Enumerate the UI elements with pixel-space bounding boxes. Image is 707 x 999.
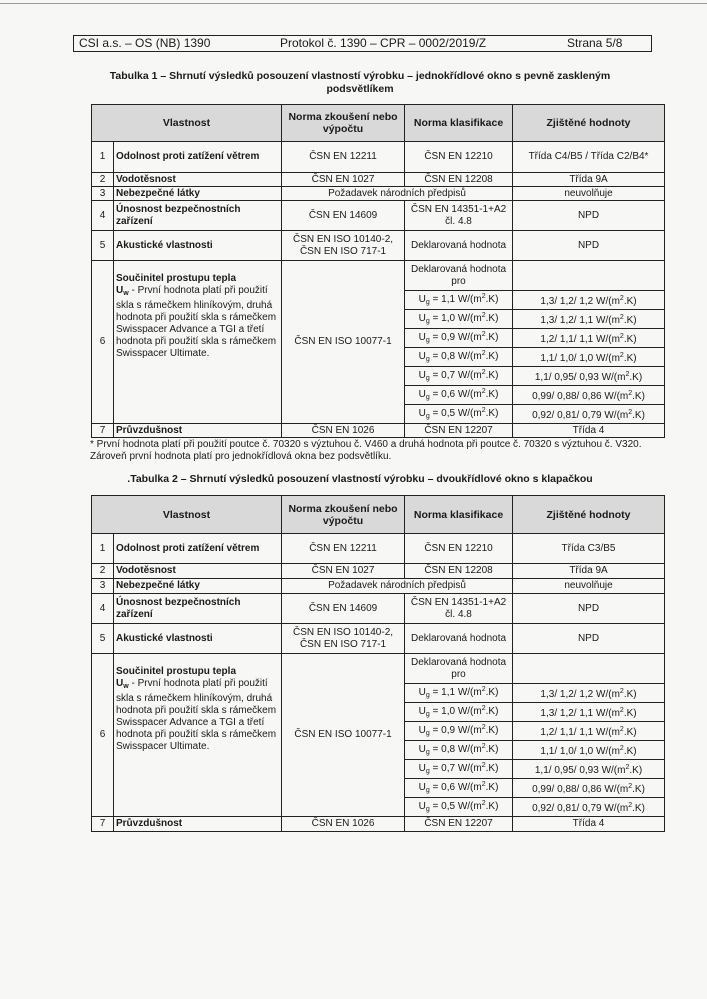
row-number: 7 xyxy=(92,817,114,832)
row-number: 5 xyxy=(92,624,114,654)
table2 xyxy=(91,495,665,832)
ug-subscript: g xyxy=(425,787,430,794)
declared-label: Deklarovaná hodnota pro xyxy=(405,654,513,684)
merged-standard-cell: Požadavek národních předpisů xyxy=(282,187,513,201)
test-standard-cell: ČSN EN 1027 xyxy=(282,564,405,579)
unit-sup: 2 xyxy=(481,781,486,788)
uw-value: 1,1/ 0,95/ 0,93 W/(m xyxy=(534,371,626,383)
class-standard-cell: ČSN EN 12208 xyxy=(405,173,513,187)
ug-subscript: g xyxy=(425,375,430,382)
uw-value: 1,3/ 1,2/ 1,2 W/(m xyxy=(540,688,620,700)
test-standard-cell: ČSN EN 1027 xyxy=(282,173,405,187)
col-header-property: Vlastnost xyxy=(92,496,282,534)
uw-value: 1,3/ 1,2/ 1,1 W/(m xyxy=(540,314,620,326)
ug-symbol: U xyxy=(418,782,426,793)
unit-close: .K) xyxy=(623,745,637,757)
table-row xyxy=(92,201,665,231)
col-header-class-standard: Norma klasifikace xyxy=(405,105,513,142)
ug-subscript: g xyxy=(425,356,430,363)
class-standard-cell: Deklarovaná hodnota xyxy=(405,624,513,654)
value-cell: Třída 9A xyxy=(513,564,665,579)
thermal-description: - První hodnota platí při použití skla s rámečkem hliníkovým, druhá hodnota při použití skla s rámečkem Swisspacer Advance a TGI a třetí hodnota při použití skla s rámečkem Swisspacer Ultimate. xyxy=(116,678,277,752)
ug-subscript: g xyxy=(425,749,430,756)
ug-symbol: U xyxy=(418,725,426,736)
class-standard-cell: ČSN EN 12210 xyxy=(405,534,513,564)
thermal-heading: Součinitel prostupu tepla xyxy=(116,273,237,284)
uw-subscript: w xyxy=(123,290,129,297)
property-cell: Vodotěsnost xyxy=(114,173,282,187)
unit-sup: 2 xyxy=(619,744,624,752)
property-cell: Průvzdušnost xyxy=(114,424,282,438)
ug-value: = 1,0 W/(m xyxy=(432,706,482,717)
ug-subscript: g xyxy=(425,394,430,401)
uw-value: 0,99/ 0,88/ 0,86 W/(m xyxy=(532,390,629,402)
ug-subscript: g xyxy=(425,711,430,718)
row-number: 2 xyxy=(92,564,114,579)
ug-symbol: U xyxy=(418,408,426,419)
unit-sup: 2 xyxy=(481,724,486,731)
table-row xyxy=(92,261,665,291)
test-standard-cell: ČSN EN 12211 xyxy=(282,142,405,173)
ug-value: = 0,6 W/(m xyxy=(432,782,482,793)
ug-value: = 1,1 W/(m xyxy=(432,687,482,698)
ug-symbol: U xyxy=(418,294,426,305)
table-row xyxy=(92,534,665,564)
unit-sup: 2 xyxy=(481,312,486,319)
class-standard-cell: Deklarovaná hodnota xyxy=(405,231,513,261)
value-cell: NPD xyxy=(513,624,665,654)
unit-close: .K) xyxy=(632,802,645,814)
table-row xyxy=(92,594,665,624)
thermal-description: - První hodnota platí při použití skla s rámečkem hliníkovým, druhá hodnota při použití skla s rámečkem Swisspacer Advance a TGI a třetí hodnota při použití skla s rámečkem Swisspacer Ultimate. xyxy=(116,285,277,359)
ug-value: = 0,5 W/(m xyxy=(432,801,482,812)
table-row xyxy=(92,579,665,594)
page-header xyxy=(73,35,652,52)
unit-sup: 2 xyxy=(628,408,633,416)
unit-close: .K) xyxy=(485,744,499,755)
uw-subscript: w xyxy=(123,683,129,690)
value-cell: Třída C3/B5 xyxy=(513,534,665,564)
ug-value: = 0,5 W/(m xyxy=(432,408,482,419)
uw-value: 1,3/ 1,2/ 1,1 W/(m xyxy=(540,707,620,719)
top-rule xyxy=(0,3,707,4)
unit-close: .K) xyxy=(485,782,499,793)
ug-subscript: g xyxy=(425,806,430,813)
ug-symbol: U xyxy=(418,351,426,362)
unit-close: .K) xyxy=(632,409,645,421)
row-number: 4 xyxy=(92,201,114,231)
row-number: 7 xyxy=(92,424,114,438)
class-standard-cell: ČSN EN 12210 xyxy=(405,142,513,173)
table1 xyxy=(91,104,665,438)
ug-symbol: U xyxy=(418,687,426,698)
ug-subscript: g xyxy=(425,337,430,344)
ug-value: = 1,0 W/(m xyxy=(432,313,482,324)
uw-symbol: U xyxy=(116,285,124,296)
header-page: Strana 5/8 xyxy=(567,36,623,50)
unit-sup: 2 xyxy=(481,350,486,357)
table2-title: .Tabulka 2 – Shrnutí výsledků posouzení vlastností výrobku – dvoukřídlové okno s klapačkou xyxy=(127,473,593,485)
unit-close: .K) xyxy=(485,294,499,305)
unit-close: .K) xyxy=(485,351,499,362)
table-row xyxy=(92,187,665,201)
class-standard-cell: ČSN EN 12208 xyxy=(405,564,513,579)
unit-close: .K) xyxy=(623,688,637,700)
row-number: 6 xyxy=(92,261,114,424)
ug-symbol: U xyxy=(418,370,426,381)
unit-close: .K) xyxy=(485,801,499,812)
ug-symbol: U xyxy=(418,389,426,400)
table-row xyxy=(92,624,665,654)
test-standard-cell: ČSN EN 1026 xyxy=(282,817,405,832)
unit-sup: 2 xyxy=(481,705,486,712)
property-cell: Vodotěsnost xyxy=(114,564,282,579)
class-standard-cell: ČSN EN 14351-1+A2 čl. 4.8 xyxy=(405,201,513,231)
test-standard-cell: ČSN EN 12211 xyxy=(282,534,405,564)
unit-sup: 2 xyxy=(625,370,630,378)
unit-sup: 2 xyxy=(481,686,486,693)
table1-title: Tabulka 1 – Shrnutí výsledků posouzení vlastností výrobku – jednokřídlové okno s pevně zaskleným podsvětlíkem xyxy=(109,70,611,95)
ug-symbol: U xyxy=(418,801,426,812)
unit-close: .K) xyxy=(485,706,499,717)
unit-close: .K) xyxy=(623,726,637,738)
header-lab: CSI a.s. – OS (NB) 1390 xyxy=(79,36,211,50)
unit-sup: 2 xyxy=(628,782,633,790)
row-number: 1 xyxy=(92,142,114,173)
uw-value: 1,3/ 1,2/ 1,2 W/(m xyxy=(540,295,620,307)
unit-close: .K) xyxy=(632,390,645,402)
property-cell-thermal xyxy=(114,261,282,424)
row-number: 3 xyxy=(92,187,114,201)
unit-sup: 2 xyxy=(619,294,624,302)
unit-close: .K) xyxy=(623,333,637,345)
ug-value: = 0,8 W/(m xyxy=(432,351,482,362)
unit-sup: 2 xyxy=(481,743,486,750)
class-standard-cell: ČSN EN 12207 xyxy=(405,424,513,438)
uw-value: 0,92/ 0,81/ 0,79 W/(m xyxy=(532,409,629,421)
row-number: 5 xyxy=(92,231,114,261)
row-number: 6 xyxy=(92,654,114,817)
unit-sup: 2 xyxy=(481,331,486,338)
ug-value: = 0,7 W/(m xyxy=(432,370,482,381)
ug-symbol: U xyxy=(418,706,426,717)
unit-close: .K) xyxy=(623,314,637,326)
header-protocol: Protokol č. 1390 – CPR – 0002/2019/Z xyxy=(280,36,487,50)
table-row xyxy=(92,424,665,438)
uw-value: 1,2/ 1,1/ 1,1 W/(m xyxy=(540,726,620,738)
ug-subscript: g xyxy=(425,692,430,699)
table-row xyxy=(92,231,665,261)
ug-value: = 0,9 W/(m xyxy=(432,332,482,343)
unit-close: .K) xyxy=(485,687,499,698)
unit-sup: 2 xyxy=(625,763,630,771)
uw-symbol: U xyxy=(116,678,124,689)
unit-sup: 2 xyxy=(481,407,486,414)
ug-symbol: U xyxy=(418,332,426,343)
col-header-values: Zjištěné hodnoty xyxy=(513,105,665,142)
unit-close: .K) xyxy=(623,295,637,307)
col-header-test-standard: Norma zkoušení nebo výpočtu xyxy=(282,105,405,142)
property-cell: Průvzdušnost xyxy=(114,817,282,832)
row-number: 3 xyxy=(92,579,114,594)
unit-sup: 2 xyxy=(481,293,486,300)
declared-label: Deklarovaná hodnota pro xyxy=(405,261,513,291)
unit-close: .K) xyxy=(485,763,499,774)
property-cell: Nebezpečné látky xyxy=(114,579,282,594)
test-standard-cell: ČSN EN ISO 10077-1 xyxy=(282,654,405,817)
unit-sup: 2 xyxy=(619,687,624,695)
ug-subscript: g xyxy=(425,299,430,306)
uw-value: 1,1/ 0,95/ 0,93 W/(m xyxy=(534,764,626,776)
unit-sup: 2 xyxy=(481,369,486,376)
unit-sup: 2 xyxy=(619,725,624,733)
ug-symbol: U xyxy=(418,763,426,774)
value-cell: Třída C4/B5 / Třída C2/B4* xyxy=(513,142,665,173)
ug-value: = 0,8 W/(m xyxy=(432,744,482,755)
uw-value: 1,1/ 1,0/ 1,0 W/(m xyxy=(540,352,620,364)
uw-value: 0,92/ 0,81/ 0,79 W/(m xyxy=(532,802,629,814)
property-cell: Únosnost bezpečnostních zařízení xyxy=(114,594,282,624)
test-standard-cell: ČSN EN ISO 10140-2, ČSN EN ISO 717-1 xyxy=(282,231,405,261)
uw-value: 1,2/ 1,1/ 1,1 W/(m xyxy=(540,333,620,345)
unit-close: .K) xyxy=(485,332,499,343)
col-header-property: Vlastnost xyxy=(92,105,282,142)
property-cell: Akustické vlastnosti xyxy=(114,231,282,261)
unit-sup: 2 xyxy=(481,762,486,769)
uw-value: 0,99/ 0,88/ 0,86 W/(m xyxy=(532,783,629,795)
property-cell: Odolnost proti zatížení větrem xyxy=(114,142,282,173)
table1-footnote: * První hodnota platí při použití poutce č. 70320 s výztuhou č. V460 a druhá hodnota při poutce č. 70320 s výztuhou č. V320. Zároveň první hodnota platí pro jednokřídlová okna bez podsvětlíku. xyxy=(90,439,642,462)
unit-close: .K) xyxy=(485,389,499,400)
test-standard-cell: ČSN EN ISO 10140-2, ČSN EN ISO 717-1 xyxy=(282,624,405,654)
col-header-class-standard: Norma klasifikace xyxy=(405,496,513,534)
col-header-test-standard: Norma zkoušení nebo výpočtu xyxy=(282,496,405,534)
value-cell: NPD xyxy=(513,231,665,261)
value-cell: neuvolňuje xyxy=(513,579,665,594)
unit-close: .K) xyxy=(623,707,637,719)
row-number: 2 xyxy=(92,173,114,187)
ug-symbol: U xyxy=(418,313,426,324)
ug-subscript: g xyxy=(425,768,430,775)
ug-subscript: g xyxy=(425,730,430,737)
merged-standard-cell: Požadavek národních předpisů xyxy=(282,579,513,594)
test-standard-cell: ČSN EN 14609 xyxy=(282,201,405,231)
property-cell: Únosnost bezpečnostních zařízení xyxy=(114,201,282,231)
thermal-heading: Součinitel prostupu tepla xyxy=(116,666,237,677)
row-number: 1 xyxy=(92,534,114,564)
unit-sup: 2 xyxy=(619,706,624,714)
property-cell-thermal xyxy=(114,654,282,817)
unit-close: .K) xyxy=(632,783,645,795)
value-cell: Třída 4 xyxy=(513,424,665,438)
test-standard-cell: ČSN EN 1026 xyxy=(282,424,405,438)
unit-close: .K) xyxy=(629,371,643,383)
class-standard-cell: ČSN EN 14351-1+A2 čl. 4.8 xyxy=(405,594,513,624)
unit-close: .K) xyxy=(485,408,499,419)
table-row xyxy=(92,654,665,684)
ug-value: = 1,1 W/(m xyxy=(432,294,482,305)
ug-subscript: g xyxy=(425,318,430,325)
value-cell: neuvolňuje xyxy=(513,187,665,201)
unit-sup: 2 xyxy=(628,389,633,397)
uw-value: 1,1/ 1,0/ 1,0 W/(m xyxy=(540,745,620,757)
col-header-values: Zjištěné hodnoty xyxy=(513,496,665,534)
table-row xyxy=(92,564,665,579)
table-row xyxy=(92,173,665,187)
table-row xyxy=(92,142,665,173)
unit-sup: 2 xyxy=(619,332,624,340)
unit-sup: 2 xyxy=(481,800,486,807)
class-standard-cell: ČSN EN 12207 xyxy=(405,817,513,832)
test-standard-cell: ČSN EN ISO 10077-1 xyxy=(282,261,405,424)
ug-value: = 0,9 W/(m xyxy=(432,725,482,736)
unit-sup: 2 xyxy=(481,388,486,395)
ug-subscript: g xyxy=(425,413,430,420)
table2-header-row xyxy=(92,496,665,534)
table1-header-row xyxy=(92,105,665,142)
unit-sup: 2 xyxy=(619,351,624,359)
value-cell: NPD xyxy=(513,594,665,624)
unit-sup: 2 xyxy=(619,313,624,321)
test-standard-cell: ČSN EN 14609 xyxy=(282,594,405,624)
table-row xyxy=(92,817,665,832)
property-cell: Akustické vlastnosti xyxy=(114,624,282,654)
unit-close: .K) xyxy=(485,725,499,736)
ug-value: = 0,7 W/(m xyxy=(432,763,482,774)
unit-sup: 2 xyxy=(628,801,633,809)
unit-close: .K) xyxy=(623,352,637,364)
unit-close: .K) xyxy=(485,313,499,324)
ug-symbol: U xyxy=(418,744,426,755)
ug-value: = 0,6 W/(m xyxy=(432,389,482,400)
value-cell: Třída 9A xyxy=(513,173,665,187)
value-cell: NPD xyxy=(513,201,665,231)
unit-close: .K) xyxy=(485,370,499,381)
unit-close: .K) xyxy=(629,764,643,776)
property-cell: Odolnost proti zatížení větrem xyxy=(114,534,282,564)
property-cell: Nebezpečné látky xyxy=(114,187,282,201)
value-cell: Třída 4 xyxy=(513,817,665,832)
row-number: 4 xyxy=(92,594,114,624)
